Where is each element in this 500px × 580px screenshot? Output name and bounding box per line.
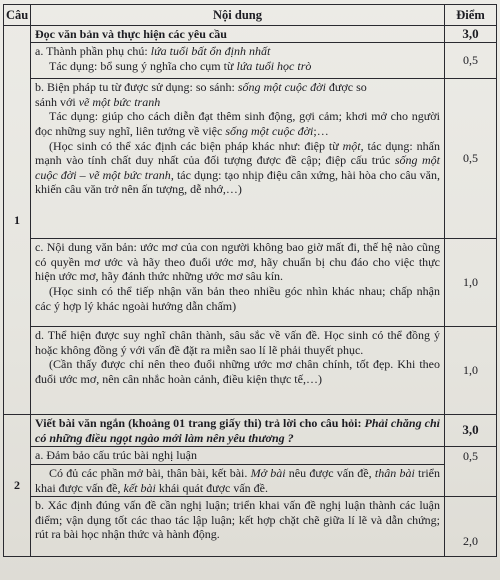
part1-a-l2-italic: lứa tuổi học trò bbox=[236, 58, 312, 73]
part2-a-body bbox=[31, 464, 445, 496]
part1-b-l4-italic: một bbox=[342, 138, 361, 153]
part2-a-body-it1: Mở bài bbox=[250, 465, 286, 480]
part1-a-l1-italic: lứa tuổi bất ổn định nhất bbox=[150, 44, 271, 59]
part1-d-row bbox=[4, 327, 497, 415]
header-diem: Điểm bbox=[445, 5, 497, 26]
answer-key-table bbox=[3, 4, 497, 557]
part1-title: Đọc văn bản và thực hiện các yêu cầu bbox=[31, 25, 445, 43]
part1-b-score: 0,5 bbox=[445, 79, 497, 239]
part2-a-body-post: khái quát được vấn đề. bbox=[155, 480, 268, 495]
part1-d-l2: (Cần thấy được chỉ nên theo đuổi những ước mơ chân chính, tốt đẹp. Khi theo đuổi ước mơ, nên cân nhắc hoàn cảnh, điều kiện thực tế,…) bbox=[35, 357, 440, 386]
part1-number: 1 bbox=[4, 25, 31, 415]
part1-d-content bbox=[31, 327, 445, 415]
part1-d-score: 1,0 bbox=[445, 327, 497, 415]
part2-title-text: Viết bài văn ngắn (khoảng 01 trang giấy thi) trả lời cho câu hỏi: bbox=[35, 416, 365, 431]
part2-a-body-row bbox=[4, 464, 497, 496]
part2-title-row bbox=[4, 415, 497, 447]
part2-a-head-row bbox=[4, 447, 497, 465]
part1-a-score: 0,5 bbox=[445, 43, 497, 79]
part2-a-body-pre: Có đủ các phần mở bài, thân bài, kết bài. bbox=[49, 465, 251, 480]
part2-b-row bbox=[4, 497, 497, 557]
part1-c-l1: c. Nội dung văn bản: ước mơ của con người không bao giờ mất đi, thế hệ nào cũng có quyền mơ ước và hãy theo đuổi ước mơ, hãy chuẩn bị chu đáo cho việc thực hiện ước mơ, hãy đánh thức những ước mơ sâu kín. bbox=[35, 240, 440, 284]
part2-a-body-mid2: triển khai được vấn đề, bbox=[35, 465, 441, 495]
part1-c-content bbox=[31, 239, 445, 327]
part1-b-l4: (Học sinh có thể xác định các biện pháp khác như: điệp từ bbox=[49, 138, 343, 153]
part1-b-l3-italic: sống một cuộc đời bbox=[225, 123, 314, 138]
part2-title bbox=[31, 415, 445, 447]
part1-b-row bbox=[4, 79, 497, 239]
part1-c-row bbox=[4, 239, 497, 327]
part1-score: 3,0 bbox=[445, 25, 497, 43]
part1-c-l2: (Học sinh có thể tiếp nhận văn bản theo nhiều góc nhìn khác nhau; chấp nhận các ý hợp lý khác ngoài hướng dẫn chấm) bbox=[35, 283, 440, 313]
part2-a-body-it2: thân bài bbox=[374, 465, 415, 480]
part1-a-l2: Tác dụng: bổ sung ý nghĩa cho cụm từ bbox=[49, 58, 237, 73]
part1-a-l1: a. Thành phần phụ chú: bbox=[35, 44, 151, 59]
part1-b-l1-italic: sống một cuộc đời bbox=[237, 80, 326, 95]
part1-c-score: 1,0 bbox=[445, 239, 497, 327]
part2-b-content: b. Xác định đúng vấn đề cần nghị luận; triển khai vấn đề nghị luận thành các luận điểm; vận dụng tốt các thao tác lập luận; kết hợp chặt chẽ giữa lí lẽ và dẫn chứng; rút ra bài học nhận thức và hành động. bbox=[31, 497, 445, 557]
part1-b-l1: b. Biện pháp tu từ được sử dụng: so sánh: bbox=[35, 80, 238, 95]
part1-a-content bbox=[31, 43, 445, 79]
header-noi-dung: Nội dung bbox=[31, 5, 445, 26]
part2-a-score: 0,5 bbox=[445, 447, 497, 497]
part1-b-l3: Tác dụng: giúp cho cách diễn đạt thêm sinh động, gợi cảm; khơi mở cho người đọc những suy nghĩ, liên tưởng về việc bbox=[35, 109, 440, 138]
part2-a-body-mid: nêu được vấn đề, bbox=[285, 465, 375, 480]
part2-a-head: a. Đảm bảo cấu trúc bài nghị luận bbox=[31, 447, 445, 465]
part2-b-score: 2,0 bbox=[445, 497, 497, 557]
part1-b-l2: sánh với bbox=[35, 94, 79, 109]
part1-b-l3-post: ;… bbox=[313, 123, 329, 138]
part1-b-content bbox=[31, 79, 445, 239]
part2-a-body-it3: kết bài bbox=[123, 480, 156, 495]
part2-number: 2 bbox=[4, 415, 31, 557]
header-cau: Câu bbox=[4, 5, 31, 26]
part1-d-l1: d. Thể hiện được suy nghĩ chân thành, sâu sắc về vấn đề. Học sinh có thể đồng ý hoặc không đồng ý với vấn đề đặt ra miễn sao lí lẽ phải thuyết phục. bbox=[35, 328, 440, 357]
part1-b-l2-italic: vẽ một bức tranh bbox=[78, 94, 161, 109]
part2-score: 3,0 bbox=[445, 415, 497, 447]
part1-b-l4-mid: , tác dụng: nhấn mạnh vào tính chất duy nhất của đối tượng được đề cập; điệp cấu trúc bbox=[35, 138, 440, 168]
part1-a-row bbox=[4, 43, 497, 79]
header-row bbox=[4, 5, 497, 26]
part1-b-l4-post: , tác dụng: tạo nhịp điệu cân xứng, hài hòa cho câu văn, khiến câu văn trở nên ấn tượng, dễ nhớ,…) bbox=[35, 167, 441, 197]
part1-title-row bbox=[4, 25, 497, 43]
part2-title-italic: Phải chăng chỉ có những điều ngọt ngào mới làm nên yêu thương ? bbox=[35, 416, 440, 445]
part1-b-l1-post: được so bbox=[325, 80, 367, 95]
part1-b-l4-italic2: sống một cuộc đời – vẽ một bức tranh bbox=[35, 153, 440, 182]
